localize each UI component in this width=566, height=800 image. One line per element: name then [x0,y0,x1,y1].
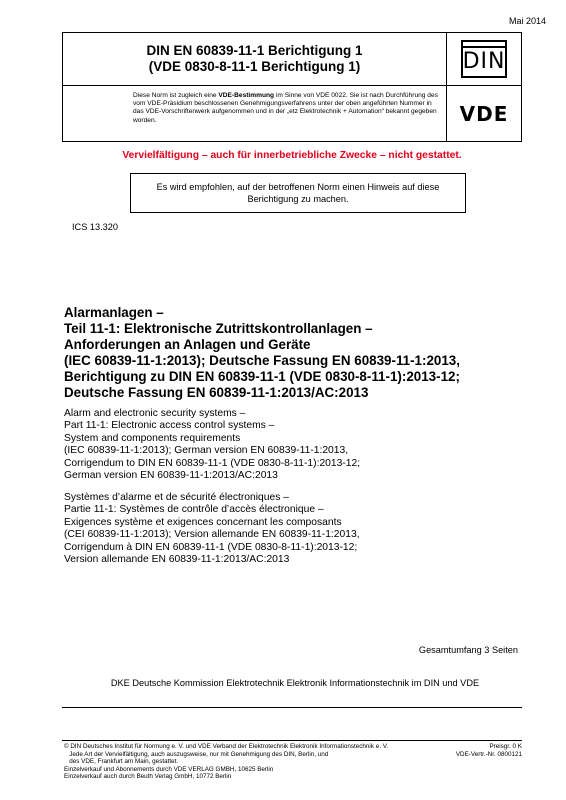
title-line-2: (VDE 0830-8-11-1 Berichtigung 1) [148,59,361,74]
vde-order-number: VDE-Vertr.-Nr. 0800121 [455,750,522,758]
title-fr-line: Partie 11-1: Systèmes de contrôle d’accès électronique – [64,504,324,516]
divider [62,707,522,708]
title-en-line: (IEC 60839-11-1:2013); German version EN 60839-11-1:2013, [64,445,349,457]
dke-line: DKE Deutsche Kommission Elektrotechnik Elektronik Informationstechnik im DIN und VDE [110,678,480,688]
title-line-1: DIN EN 60839-11-1 Berichtigung 1 [146,43,363,58]
title-de-line: Berichtigung zu DIN EN 60839-11-1 (VDE 0830-8-11-1):2013-12; [64,369,460,384]
title-fr-line: (CEI 60839-11-1:2013); Version allemande EN 60839-11-1:2013, [64,529,360,541]
price-info [456,743,522,758]
vde-note [63,86,447,141]
title-de-line: Teil 11-1: Elektronische Zutrittskontrollanlagen – [64,321,373,336]
din-logo-text: DIN [462,49,506,74]
din-logo-cell [447,33,521,86]
divider [62,740,522,741]
header-box [62,32,522,142]
title-fr-line: Version allemande EN 60839-11-1:2013/AC:2013 [64,554,290,566]
title-de-line: Deutsche Fassung EN 60839-11-1:2013/AC:2013 [64,385,369,400]
title-fr-line: Systèmes d’alarme et de sécurité électroniques – [64,492,289,503]
title-fr-line: Corrigendum à DIN EN 60839-11-1 (VDE 0830-8-11-1):2013-12; [64,541,358,553]
note-suffix: im Sinne von VDE 0022. Sie ist nach Durchführung des vom VDE-Präsidium beschlossenen Genehmigungsverfahrens unter der oben angeführten Nummer in das VDE-Vorschriftenwerk aufgenommen und in der „etz Elektrotechnik + Automation“ bekannt gegeben worden. [133,92,438,124]
title-en-line: Alarm and electronic security systems – [64,408,246,419]
title-fr-line: Exigences système et exigences concernant les composants [64,516,342,528]
title-german [64,305,534,401]
title-french [64,492,534,566]
title-en-line: Part 11-1: Electronic access control systems – [64,420,275,432]
total-pages: Gesamtumfang 3 Seiten [418,645,518,655]
note-prefix: Diese Norm ist zugleich eine [133,92,219,99]
vde-logo-cell [447,86,521,141]
title-english [64,408,534,482]
copyright-line: Einzelverkauf auch durch Beuth Verlag GmbH, 10772 Berlin [64,773,232,781]
copyright-line: Jede Art der Vervielfältigung, auch auszugsweise, nur mit Genehmigung des DIN, Berlin, und [64,750,329,758]
copyright-line: © DIN Deutsches Institut für Normung e. V. und VDE Verband der Elektrotechnik Elektronik Informationstechnik e. V. [64,743,389,750]
title-en-line: System and components requirements [64,432,241,444]
copyright-line: Einzelverkauf und Abonnements durch VDE VERLAG GMBH, 10625 Berlin [64,765,274,773]
publication-date: Mai 2014 [508,16,546,26]
title-de-line: Alarmanlagen – [64,305,164,320]
title-en-line: Corrigendum to DIN EN 60839-11-1 (VDE 0830-8-11-1):2013-12; [64,457,361,469]
title-de-line: (IEC 60839-11-1:2013); Deutsche Fassung EN 60839-11-1:2013, [64,353,460,368]
hint-box: Es wird empfohlen, auf der betroffenen Norm einen Hinweis auf diese Berichtigung zu machen. [130,173,466,213]
note-bold: VDE-Bestimmung [218,92,275,99]
vde-logo: VDE [459,101,509,126]
ics-code: ICS 13.320 [72,222,118,232]
document-title [63,33,447,86]
price-group: Preisgr. 0 K [489,743,522,750]
copyright-notice [64,743,434,781]
title-de-line: Anforderungen an Anlagen und Geräte [64,337,311,352]
din-logo [461,40,507,78]
title-en-line: German version EN 60839-11-1:2013/AC:2013 [64,470,278,482]
copy-warning: Vervielfältigung – auch für innerbetriebliche Zwecke – nicht gestattet. [122,150,462,161]
copyright-line: des VDE, Frankfurt am Main, gestattet. [64,758,179,766]
